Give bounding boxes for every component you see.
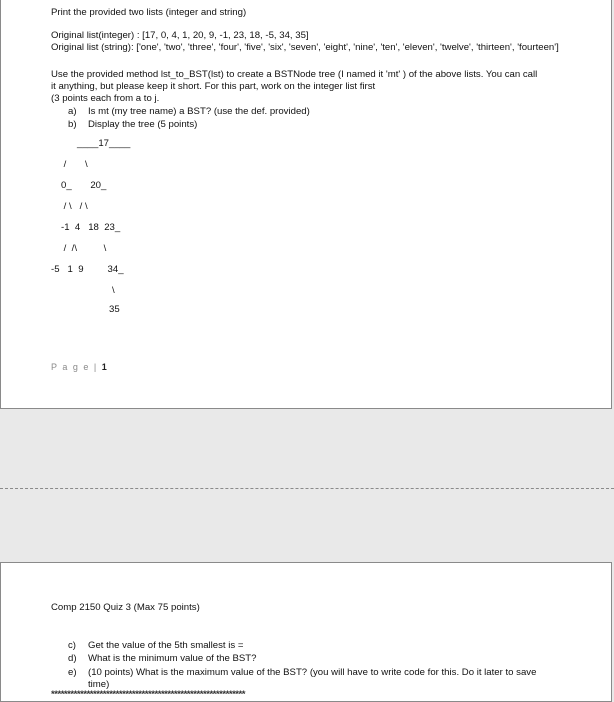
question-c-marker: c) (68, 640, 76, 651)
question-b-text: Display the tree (5 points) (88, 119, 198, 130)
question-a-text: Is mt (my tree name) a BST? (use the def. provided) (88, 106, 310, 117)
question-b-marker: b) (68, 119, 77, 130)
document-page-2 (0, 562, 612, 702)
question-d-text: What is the minimum value of the BST? (88, 653, 257, 664)
question-d-marker: d) (68, 653, 77, 664)
question-c-text: Get the value of the 5th smallest is = (88, 640, 244, 651)
question-e-text-line-1: (10 points) What is the maximum value of the BST? (you will have to write code for this. Do it later to save (88, 667, 537, 678)
tree-line-3: 0_ 20_ (61, 180, 107, 191)
page-break-separator (0, 488, 614, 489)
question-e-text-line-2: time) (88, 679, 110, 690)
question-a-marker: a) (68, 106, 77, 117)
tree-line-9: 35 (109, 304, 120, 315)
original-list-string: Original list (string): ['one', 'two', 'three', 'four', 'five', 'six', 'seven', 'eight', 'nine', 'ten', 'eleven', 'twelve', 'thirteen', 'fourteen'] (51, 42, 559, 53)
asterisk-divider: ************************************************************ (51, 689, 246, 700)
question-e-marker: e) (68, 667, 77, 678)
tree-line-5: -1 4 18 23_ (61, 222, 121, 233)
tree-line-2: / \ (61, 159, 88, 170)
instructions-line-3: (3 points each from a to j. (51, 93, 160, 104)
page-number: 1 (101, 362, 107, 372)
quiz-title: Comp 2150 Quiz 3 (Max 75 points) (51, 602, 200, 613)
tree-line-7: -5 1 9 34_ (51, 264, 124, 275)
page-footer (51, 361, 107, 373)
instructions-line-2: it anything, but please keep it short. For this part, work on the integer list first (51, 81, 376, 92)
page-heading: Print the provided two lists (integer and string) (51, 7, 247, 18)
tree-line-1: ____17____ (77, 138, 131, 149)
tree-line-6: / /\ \ (61, 243, 107, 254)
tree-line-4: / \ / \ (61, 201, 88, 212)
tree-line-8: \ (112, 285, 115, 296)
page-label: P a g e | (51, 362, 98, 372)
original-list-integer: Original list(integer) : [17, 0, 4, 1, 20, 9, -1, 23, 18, -5, 34, 35] (51, 30, 309, 41)
instructions-line-1: Use the provided method lst_to_BST(lst) to create a BSTNode tree (I named it 'mt' ) of the above lists. You can call (51, 69, 538, 80)
